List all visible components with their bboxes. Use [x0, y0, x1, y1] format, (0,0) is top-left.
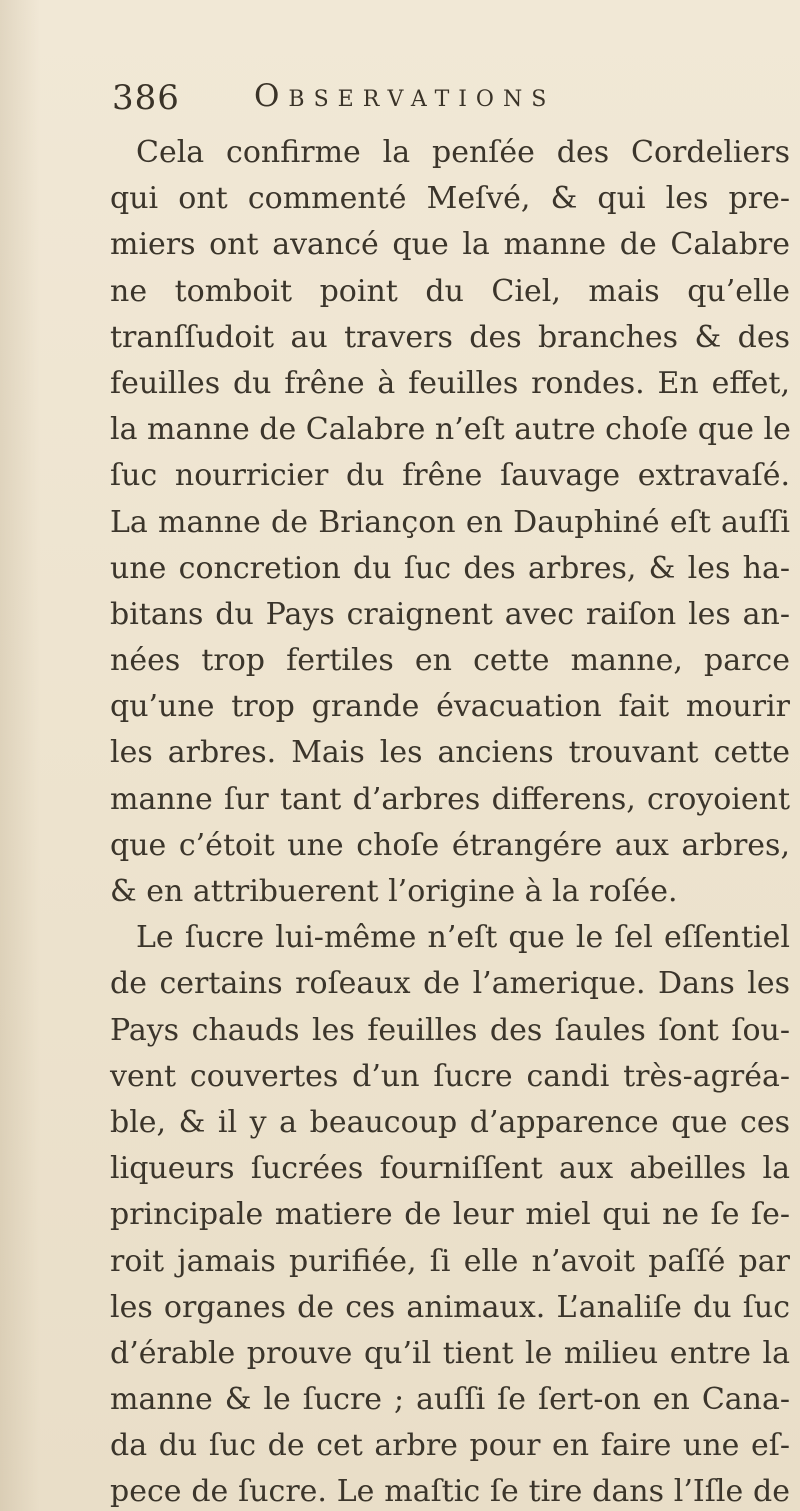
text-line: la manne de Calabre n’eſt autre choſe que le: [110, 412, 791, 448]
text-line: les organes de ces animaux. L’analiſe du ſuc: [110, 1289, 790, 1325]
page-number: 386: [112, 78, 180, 118]
text-line: manne & le ſucre ; auſſi ſe ſert-on en Cana-: [110, 1382, 790, 1418]
text-line: Le ſucre lui-même n’eſt que le ſel eſſentiel: [136, 920, 790, 956]
body-text: [110, 130, 790, 1511]
text-line: & en attribuerent l’origine à la roſée.: [110, 874, 678, 909]
page-header: [112, 68, 772, 120]
text-line: roit jamais purifiée, ſi elle n’avoit paſſé par: [110, 1243, 790, 1279]
text-line: les arbres. Mais les anciens trouvant cette: [110, 735, 790, 771]
text-line: miers ont avancé que la manne de Calabre: [110, 227, 790, 263]
text-line: une concretion du ſuc des arbres, & les ha-: [110, 550, 790, 586]
text-line: vent couvertes d’un ſucre candi très-agréa-: [110, 1058, 790, 1094]
text-line: nées trop fertiles en cette manne, parce: [110, 643, 790, 679]
text-line: Cela confirme la penſée des Cordeliers: [136, 135, 790, 170]
text-line: liqueurs ſucrées fourniſſent aux abeilles la: [110, 1151, 790, 1187]
running-head: Observations: [254, 78, 556, 114]
text-line: feuilles du frêne à feuilles rondes. En effet,: [110, 365, 790, 401]
text-line: tranſſudoit au travers des branches & des: [110, 319, 790, 355]
text-line: bitans du Pays craignent avec raiſon les an-: [110, 596, 790, 632]
text-line: ble, & il y a beaucoup d’apparence que ces: [110, 1104, 790, 1140]
text-line: d’érable prouve qu’il tient le milieu entre la: [110, 1335, 790, 1371]
text-line: que c’étoit une choſe étrangére aux arbres,: [110, 827, 790, 863]
text-line: pece de ſucre. Le maſtic ſe tire dans l’Iſle de: [110, 1474, 790, 1510]
text-line: qui ont commenté Meſvé, & qui les pre-: [110, 181, 790, 217]
text-line: manne ſur tant d’arbres differens, croyoient: [110, 781, 790, 817]
text-line: La manne de Briançon en Dauphiné eſt auſſi: [110, 504, 790, 540]
text-line: de certains roſeaux de l’amerique. Dans les: [110, 966, 790, 1002]
text-line: da du ſuc de cet arbre pour en faire une eſ-: [110, 1428, 790, 1464]
text-line: qu’une trop grande évacuation fait mourir: [110, 689, 790, 725]
text-line: Pays chauds les feuilles des ſaules ſont ſou-: [110, 1012, 790, 1048]
text-line: ſuc nourricier du frêne ſauvage extravaſé.: [110, 458, 790, 494]
text-line: principale matiere de leur miel qui ne ſe ſe-: [110, 1197, 790, 1233]
text-line: ne tomboit point du Ciel, mais qu’elle: [110, 273, 790, 309]
